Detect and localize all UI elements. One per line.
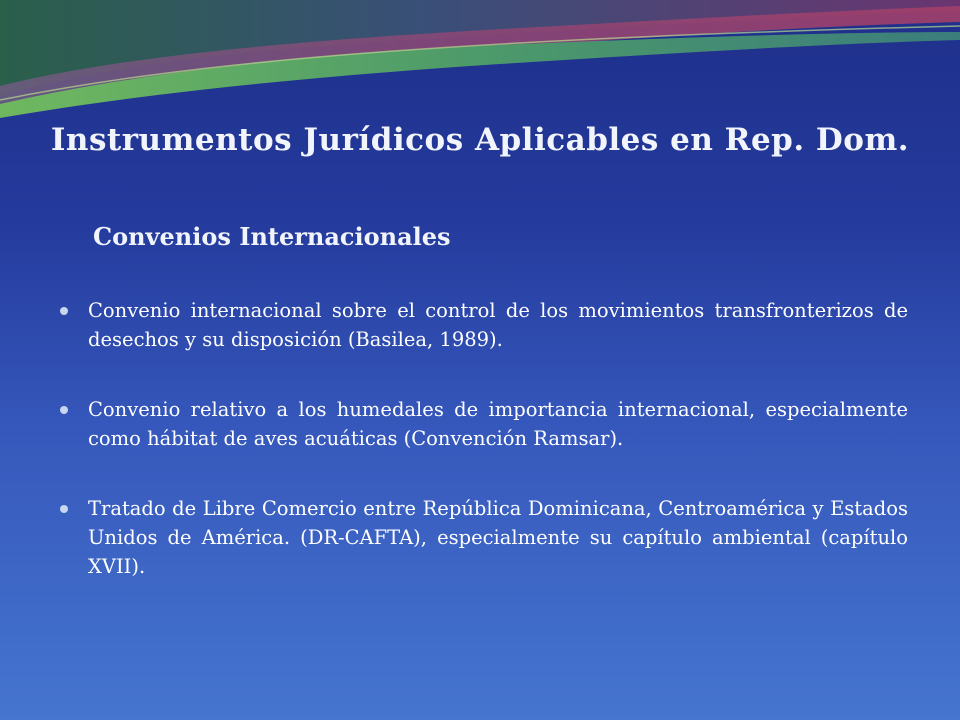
list-item	[60, 296, 908, 354]
list-item	[60, 494, 908, 581]
bullet-text: Convenio relativo a los humedales de importancia internacional, especialmente como hábitat de aves acuáticas (Convención Ramsar).	[88, 398, 908, 450]
list-item	[60, 395, 908, 453]
bullet-icon	[60, 307, 68, 315]
bullet-icon	[60, 505, 68, 513]
slide-subtitle: Convenios Internacionales	[93, 222, 451, 251]
slide-title: Instrumentos Jurídicos Aplicables en Rep. Dom.	[50, 122, 910, 158]
bullet-list	[60, 296, 908, 622]
bullet-text: Tratado de Libre Comercio entre República Dominicana, Centroamérica y Estados Unidos de América. (DR-CAFTA), especialmente su capítulo ambiental (capítulo XVII).	[88, 497, 908, 578]
bullet-icon	[60, 406, 68, 414]
decorative-wave-banner	[0, 0, 960, 130]
bullet-text: Convenio internacional sobre el control de los movimientos transfronterizos de desechos y su disposición (Basilea, 1989).	[88, 299, 908, 351]
